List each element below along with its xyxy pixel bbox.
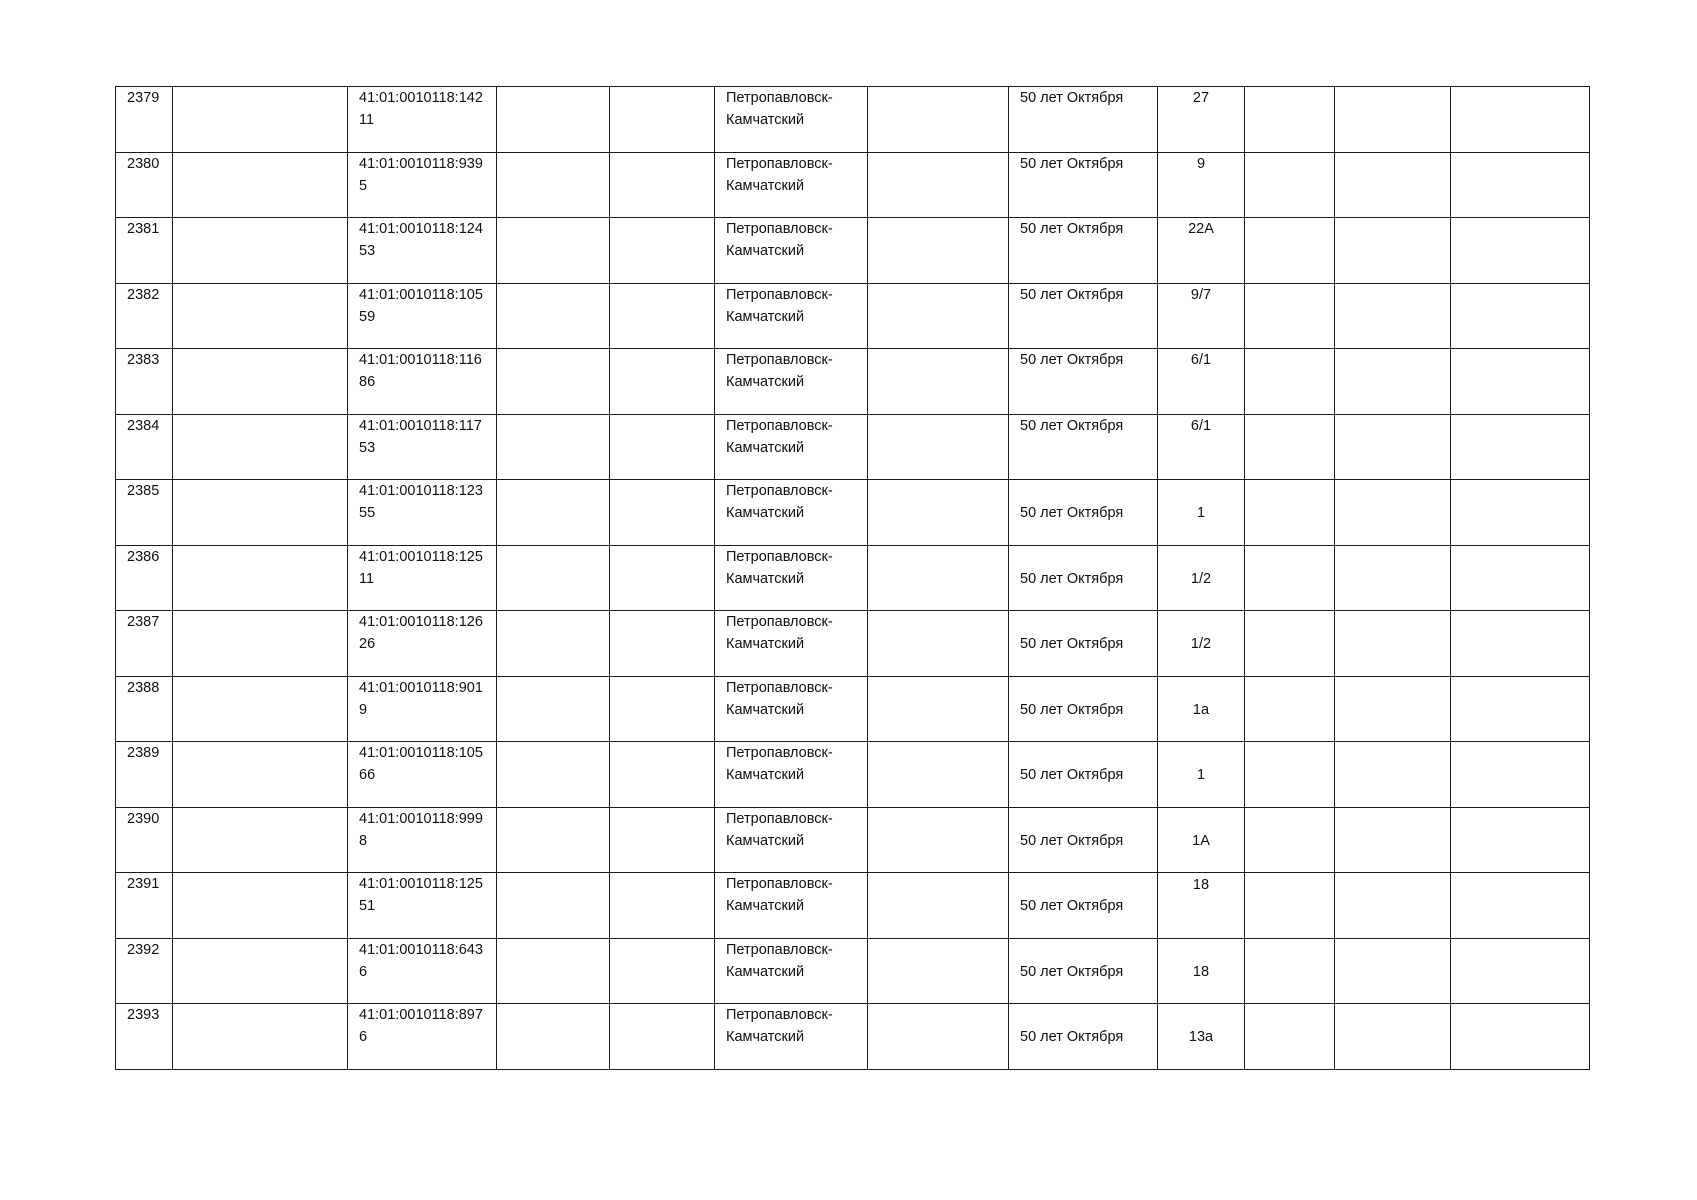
city-cell: Петропавловск-Камчатский	[715, 611, 868, 677]
empty-cell	[1335, 545, 1451, 611]
empty-cell	[497, 283, 610, 349]
street-cell: 50 лет Октября	[1009, 807, 1158, 873]
empty-cell	[610, 873, 715, 939]
empty-cell	[173, 349, 348, 415]
table-row	[116, 152, 1590, 218]
empty-cell	[497, 87, 610, 153]
empty-cell	[868, 873, 1009, 939]
house-number-cell: 13а	[1158, 1004, 1245, 1070]
empty-cell	[1451, 676, 1590, 742]
empty-cell	[173, 283, 348, 349]
empty-cell	[1451, 218, 1590, 284]
empty-cell	[1335, 349, 1451, 415]
house-number-cell: 6/1	[1158, 414, 1245, 480]
empty-cell	[610, 152, 715, 218]
city-cell: Петропавловск-Камчатский	[715, 349, 868, 415]
row-number-cell: 2380	[116, 152, 173, 218]
empty-cell	[497, 807, 610, 873]
empty-cell	[1451, 938, 1590, 1004]
empty-cell	[173, 611, 348, 677]
empty-cell	[610, 1004, 715, 1070]
city-cell: Петропавловск-Камчатский	[715, 873, 868, 939]
row-number-cell: 2393	[116, 1004, 173, 1070]
empty-cell	[1335, 283, 1451, 349]
empty-cell	[1335, 873, 1451, 939]
row-number-cell: 2383	[116, 349, 173, 415]
cadastral-number-cell: 41:01:0010118:14211	[348, 87, 497, 153]
empty-cell	[1245, 676, 1335, 742]
house-number-cell: 6/1	[1158, 349, 1245, 415]
table-row	[116, 283, 1590, 349]
house-number-cell: 1	[1158, 480, 1245, 546]
table-row	[116, 807, 1590, 873]
empty-cell	[1335, 807, 1451, 873]
house-number-cell: 27	[1158, 87, 1245, 153]
cadastral-number-cell: 41:01:0010118:8976	[348, 1004, 497, 1070]
cadastral-number-cell: 41:01:0010118:9998	[348, 807, 497, 873]
empty-cell	[497, 218, 610, 284]
street-cell: 50 лет Октября	[1009, 218, 1158, 284]
empty-cell	[868, 938, 1009, 1004]
empty-cell	[173, 545, 348, 611]
table-row	[116, 873, 1590, 939]
street-cell: 50 лет Октября	[1009, 87, 1158, 153]
house-number-cell: 9	[1158, 152, 1245, 218]
empty-cell	[173, 873, 348, 939]
city-cell: Петропавловск-Камчатский	[715, 545, 868, 611]
table-row	[116, 218, 1590, 284]
row-number-cell: 2379	[116, 87, 173, 153]
empty-cell	[173, 938, 348, 1004]
empty-cell	[610, 742, 715, 808]
cadastral-number-cell: 41:01:0010118:10566	[348, 742, 497, 808]
empty-cell	[1451, 152, 1590, 218]
table-row	[116, 545, 1590, 611]
row-number-cell: 2384	[116, 414, 173, 480]
empty-cell	[497, 152, 610, 218]
empty-cell	[610, 218, 715, 284]
empty-cell	[610, 545, 715, 611]
house-number-cell: 22А	[1158, 218, 1245, 284]
street-cell: 50 лет Октября	[1009, 545, 1158, 611]
cadastral-number-cell: 41:01:0010118:12626	[348, 611, 497, 677]
city-cell: Петропавловск-Камчатский	[715, 87, 868, 153]
empty-cell	[610, 611, 715, 677]
empty-cell	[868, 807, 1009, 873]
empty-cell	[868, 611, 1009, 677]
empty-cell	[610, 349, 715, 415]
house-number-cell: 18	[1158, 873, 1245, 939]
city-cell: Петропавловск-Камчатский	[715, 414, 868, 480]
empty-cell	[1451, 283, 1590, 349]
empty-cell	[1335, 218, 1451, 284]
empty-cell	[1245, 938, 1335, 1004]
empty-cell	[1245, 414, 1335, 480]
street-cell: 50 лет Октября	[1009, 349, 1158, 415]
empty-cell	[868, 414, 1009, 480]
empty-cell	[497, 414, 610, 480]
empty-cell	[868, 545, 1009, 611]
registry-table	[115, 86, 1590, 1070]
empty-cell	[173, 807, 348, 873]
row-number-cell: 2386	[116, 545, 173, 611]
registry-table-body	[116, 87, 1590, 1070]
empty-cell	[868, 480, 1009, 546]
empty-cell	[1335, 742, 1451, 808]
empty-cell	[1451, 545, 1590, 611]
empty-cell	[1245, 742, 1335, 808]
cadastral-number-cell: 41:01:0010118:9395	[348, 152, 497, 218]
empty-cell	[1245, 545, 1335, 611]
street-cell: 50 лет Октября	[1009, 414, 1158, 480]
empty-cell	[1245, 480, 1335, 546]
cadastral-number-cell: 41:01:0010118:6436	[348, 938, 497, 1004]
house-number-cell: 1а	[1158, 676, 1245, 742]
street-cell: 50 лет Октября	[1009, 152, 1158, 218]
empty-cell	[1245, 87, 1335, 153]
house-number-cell: 1	[1158, 742, 1245, 808]
row-number-cell: 2382	[116, 283, 173, 349]
table-row	[116, 676, 1590, 742]
row-number-cell: 2387	[116, 611, 173, 677]
empty-cell	[610, 414, 715, 480]
empty-cell	[610, 938, 715, 1004]
table-row	[116, 87, 1590, 153]
empty-cell	[173, 152, 348, 218]
table-row	[116, 938, 1590, 1004]
empty-cell	[1451, 873, 1590, 939]
row-number-cell: 2391	[116, 873, 173, 939]
empty-cell	[497, 1004, 610, 1070]
row-number-cell: 2388	[116, 676, 173, 742]
city-cell: Петропавловск-Камчатский	[715, 807, 868, 873]
cadastral-number-cell: 41:01:0010118:12511	[348, 545, 497, 611]
empty-cell	[1245, 611, 1335, 677]
empty-cell	[1245, 1004, 1335, 1070]
empty-cell	[1451, 1004, 1590, 1070]
street-cell: 50 лет Октября	[1009, 1004, 1158, 1070]
empty-cell	[1245, 283, 1335, 349]
empty-cell	[173, 676, 348, 742]
empty-cell	[1451, 414, 1590, 480]
empty-cell	[1335, 414, 1451, 480]
city-cell: Петропавловск-Камчатский	[715, 938, 868, 1004]
row-number-cell: 2390	[116, 807, 173, 873]
table-row	[116, 414, 1590, 480]
city-cell: Петропавловск-Камчатский	[715, 480, 868, 546]
empty-cell	[173, 1004, 348, 1070]
city-cell: Петропавловск-Камчатский	[715, 742, 868, 808]
street-cell: 50 лет Октября	[1009, 742, 1158, 808]
street-cell: 50 лет Октября	[1009, 283, 1158, 349]
city-cell: Петропавловск-Камчатский	[715, 1004, 868, 1070]
cadastral-number-cell: 41:01:0010118:12355	[348, 480, 497, 546]
cadastral-number-cell: 41:01:0010118:12453	[348, 218, 497, 284]
street-cell: 50 лет Октября	[1009, 676, 1158, 742]
house-number-cell: 1/2	[1158, 545, 1245, 611]
empty-cell	[173, 414, 348, 480]
street-cell: 50 лет Октября	[1009, 938, 1158, 1004]
empty-cell	[1335, 480, 1451, 546]
empty-cell	[868, 283, 1009, 349]
empty-cell	[1335, 611, 1451, 677]
table-row	[116, 1004, 1590, 1070]
table-row	[116, 742, 1590, 808]
empty-cell	[868, 676, 1009, 742]
empty-cell	[1451, 742, 1590, 808]
row-number-cell: 2385	[116, 480, 173, 546]
empty-cell	[173, 218, 348, 284]
house-number-cell: 1А	[1158, 807, 1245, 873]
empty-cell	[173, 742, 348, 808]
empty-cell	[868, 152, 1009, 218]
empty-cell	[868, 1004, 1009, 1070]
empty-cell	[497, 611, 610, 677]
street-cell: 50 лет Октября	[1009, 611, 1158, 677]
empty-cell	[868, 349, 1009, 415]
cadastral-number-cell: 41:01:0010118:12551	[348, 873, 497, 939]
empty-cell	[610, 283, 715, 349]
empty-cell	[1245, 349, 1335, 415]
empty-cell	[1245, 807, 1335, 873]
empty-cell	[1451, 480, 1590, 546]
cadastral-number-cell: 41:01:0010118:10559	[348, 283, 497, 349]
empty-cell	[497, 676, 610, 742]
city-cell: Петропавловск-Камчатский	[715, 218, 868, 284]
house-number-cell: 1/2	[1158, 611, 1245, 677]
empty-cell	[1245, 152, 1335, 218]
empty-cell	[497, 742, 610, 808]
empty-cell	[868, 742, 1009, 808]
empty-cell	[497, 938, 610, 1004]
empty-cell	[610, 87, 715, 153]
empty-cell	[497, 873, 610, 939]
empty-cell	[868, 218, 1009, 284]
empty-cell	[173, 87, 348, 153]
empty-cell	[610, 676, 715, 742]
empty-cell	[1451, 349, 1590, 415]
empty-cell	[868, 87, 1009, 153]
empty-cell	[497, 480, 610, 546]
house-number-cell: 18	[1158, 938, 1245, 1004]
row-number-cell: 2389	[116, 742, 173, 808]
empty-cell	[497, 349, 610, 415]
city-cell: Петропавловск-Камчатский	[715, 676, 868, 742]
empty-cell	[1451, 611, 1590, 677]
city-cell: Петропавловск-Камчатский	[715, 152, 868, 218]
empty-cell	[1245, 873, 1335, 939]
empty-cell	[610, 807, 715, 873]
table-row	[116, 611, 1590, 677]
city-cell: Петропавловск-Камчатский	[715, 283, 868, 349]
empty-cell	[610, 480, 715, 546]
empty-cell	[1451, 807, 1590, 873]
empty-cell	[1335, 676, 1451, 742]
empty-cell	[173, 480, 348, 546]
house-number-cell: 9/7	[1158, 283, 1245, 349]
cadastral-number-cell: 41:01:0010118:11686	[348, 349, 497, 415]
empty-cell	[497, 545, 610, 611]
empty-cell	[1245, 218, 1335, 284]
street-cell: 50 лет Октября	[1009, 873, 1158, 939]
empty-cell	[1451, 87, 1590, 153]
empty-cell	[1335, 87, 1451, 153]
empty-cell	[1335, 152, 1451, 218]
table-row	[116, 480, 1590, 546]
empty-cell	[1335, 938, 1451, 1004]
cadastral-number-cell: 41:01:0010118:9019	[348, 676, 497, 742]
cadastral-number-cell: 41:01:0010118:11753	[348, 414, 497, 480]
row-number-cell: 2381	[116, 218, 173, 284]
row-number-cell: 2392	[116, 938, 173, 1004]
empty-cell	[1335, 1004, 1451, 1070]
street-cell: 50 лет Октября	[1009, 480, 1158, 546]
table-row	[116, 349, 1590, 415]
